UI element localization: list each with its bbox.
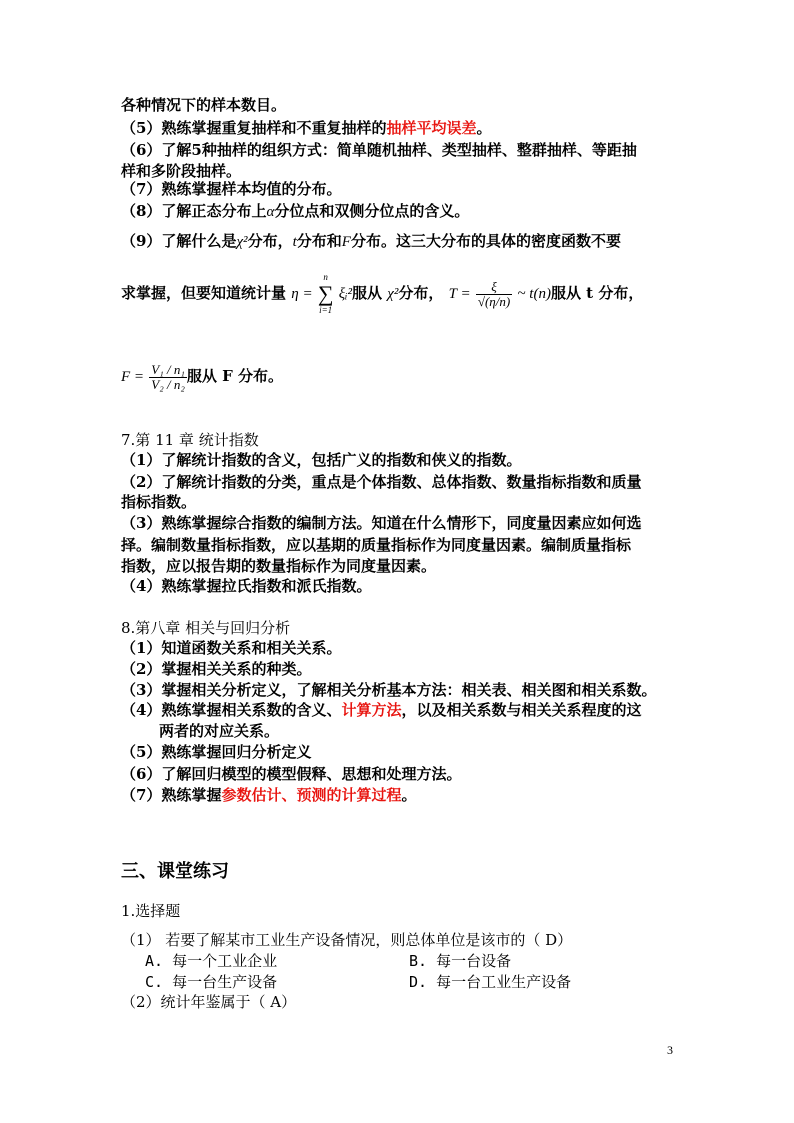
formula-line: 求掌握，但要知道统计量 η = n ∑ i=1 ξᵢ²服从 χ²分布， T = $\frac{\xi}{√(\eta/n)}$ ~ t(n)服从 t 分布，: [121, 272, 644, 315]
option-c: C. 每一台生产设备: [145, 973, 278, 991]
list-item: （1）知道函数关系和相关关系。: [121, 639, 342, 657]
text-line: 样和多阶段抽样。: [121, 162, 242, 180]
text-line: （6）了解5种抽样的组织方式：简单随机抽样、类型抽样、整群抽样、等距抽: [121, 141, 637, 159]
page-number: 3: [667, 1043, 673, 1057]
list-item: （2）了解统计指数的分类，重点是个体指数、总体指数、数量指标指数和质量: [121, 473, 642, 491]
text-line: （7）熟练掌握样本均值的分布。: [121, 180, 342, 198]
list-item: 指标指数。: [121, 493, 197, 511]
list-item: 指数，应以报告期的数量指标作为同度量因素。: [121, 557, 437, 575]
list-item: （6）了解回归模型的模型假释、思想和处理方法。: [121, 765, 462, 783]
section-title: 三、课堂练习: [121, 861, 229, 882]
list-item: （7）熟练掌握参数估计、预测的计算过程。: [121, 786, 417, 804]
list-item: （3）掌握相关分析定义，了解相关分析基本方法：相关表、相关图和相关系数。: [121, 681, 657, 699]
option-b: B. 每一台设备: [409, 952, 512, 970]
subsection-title: 1.选择题: [121, 902, 181, 920]
text-line: （9）了解什么是χ²分布，t分布和F分布。这三大分布的具体的密度函数不要: [121, 232, 621, 250]
math-chi2: χ²: [236, 234, 248, 250]
question: （2）统计年鉴属于（ A）: [121, 993, 297, 1011]
math-t: t: [292, 234, 297, 250]
math-t-dist: ~ t(n): [517, 286, 551, 302]
math-xi-squared: ξᵢ²: [338, 286, 353, 302]
list-item: 择。编制数量指标指数，应以基期的质量指标作为同度量因素。编制质量指标: [121, 536, 632, 554]
math-T: T =: [448, 286, 471, 302]
list-item: 两者的对应关系。: [159, 722, 280, 740]
question: （1） 若要了解某市工业生产设备情况，则总体单位是该市的（ D）: [121, 931, 573, 949]
list-item: （4）熟练掌握相关系数的含义、计算方法，以及相关系数与相关关系程度的这: [121, 701, 642, 719]
chapter-title: 8.第八章 相关与回归分析: [121, 619, 291, 637]
list-item: （1）了解统计指数的含义，包括广义的指数和侠义的指数。: [121, 451, 522, 469]
text-line: 各种情况下的样本数目。: [121, 96, 287, 114]
list-item: （5）熟练掌握回归分析定义: [121, 743, 312, 761]
math-chi2: χ²: [387, 286, 399, 302]
formula-line: F = $\frac{\text{V₁ / n₁}}{\text{V₂ / n₂}}$ 服从 F 分布。: [121, 361, 283, 392]
option-a: A. 每一个工业企业: [145, 952, 278, 970]
fraction-T: $\frac{\xi}{√(\eta/n)}$: [477, 278, 511, 309]
highlight-text: 参数估计、预测的计算过程: [221, 786, 402, 804]
sum-symbol: n ∑ i=1: [317, 272, 334, 315]
math-eta: η =: [291, 286, 313, 302]
fraction-F: $\frac{\text{V₁ / n₁}}{\text{V₂ / n₂}}$: [151, 361, 185, 392]
text-line: （5）熟练掌握重复抽样和不重复抽样的抽样平均误差。: [121, 119, 492, 137]
option-d: D. 每一台工业生产设备: [409, 973, 572, 991]
chapter-title: 7.第 11 章 统计指数: [121, 431, 259, 449]
list-item: （2）掌握相关关系的种类。: [121, 660, 312, 678]
math-alpha: α: [266, 204, 275, 220]
math-F: F =: [121, 369, 145, 385]
text-line: （8）了解正态分布上α分位点和双侧分位点的含义。: [121, 202, 470, 220]
list-item: （4）熟练掌握拉氏指数和派氏指数。: [121, 577, 372, 595]
highlight-text: 抽样平均误差: [386, 119, 477, 137]
highlight-text: 计算方法: [341, 701, 402, 719]
math-F: F: [341, 234, 351, 250]
list-item: （3）熟练掌握综合指数的编制方法。知道在什么情形下，同度量因素应如何选: [121, 514, 642, 532]
